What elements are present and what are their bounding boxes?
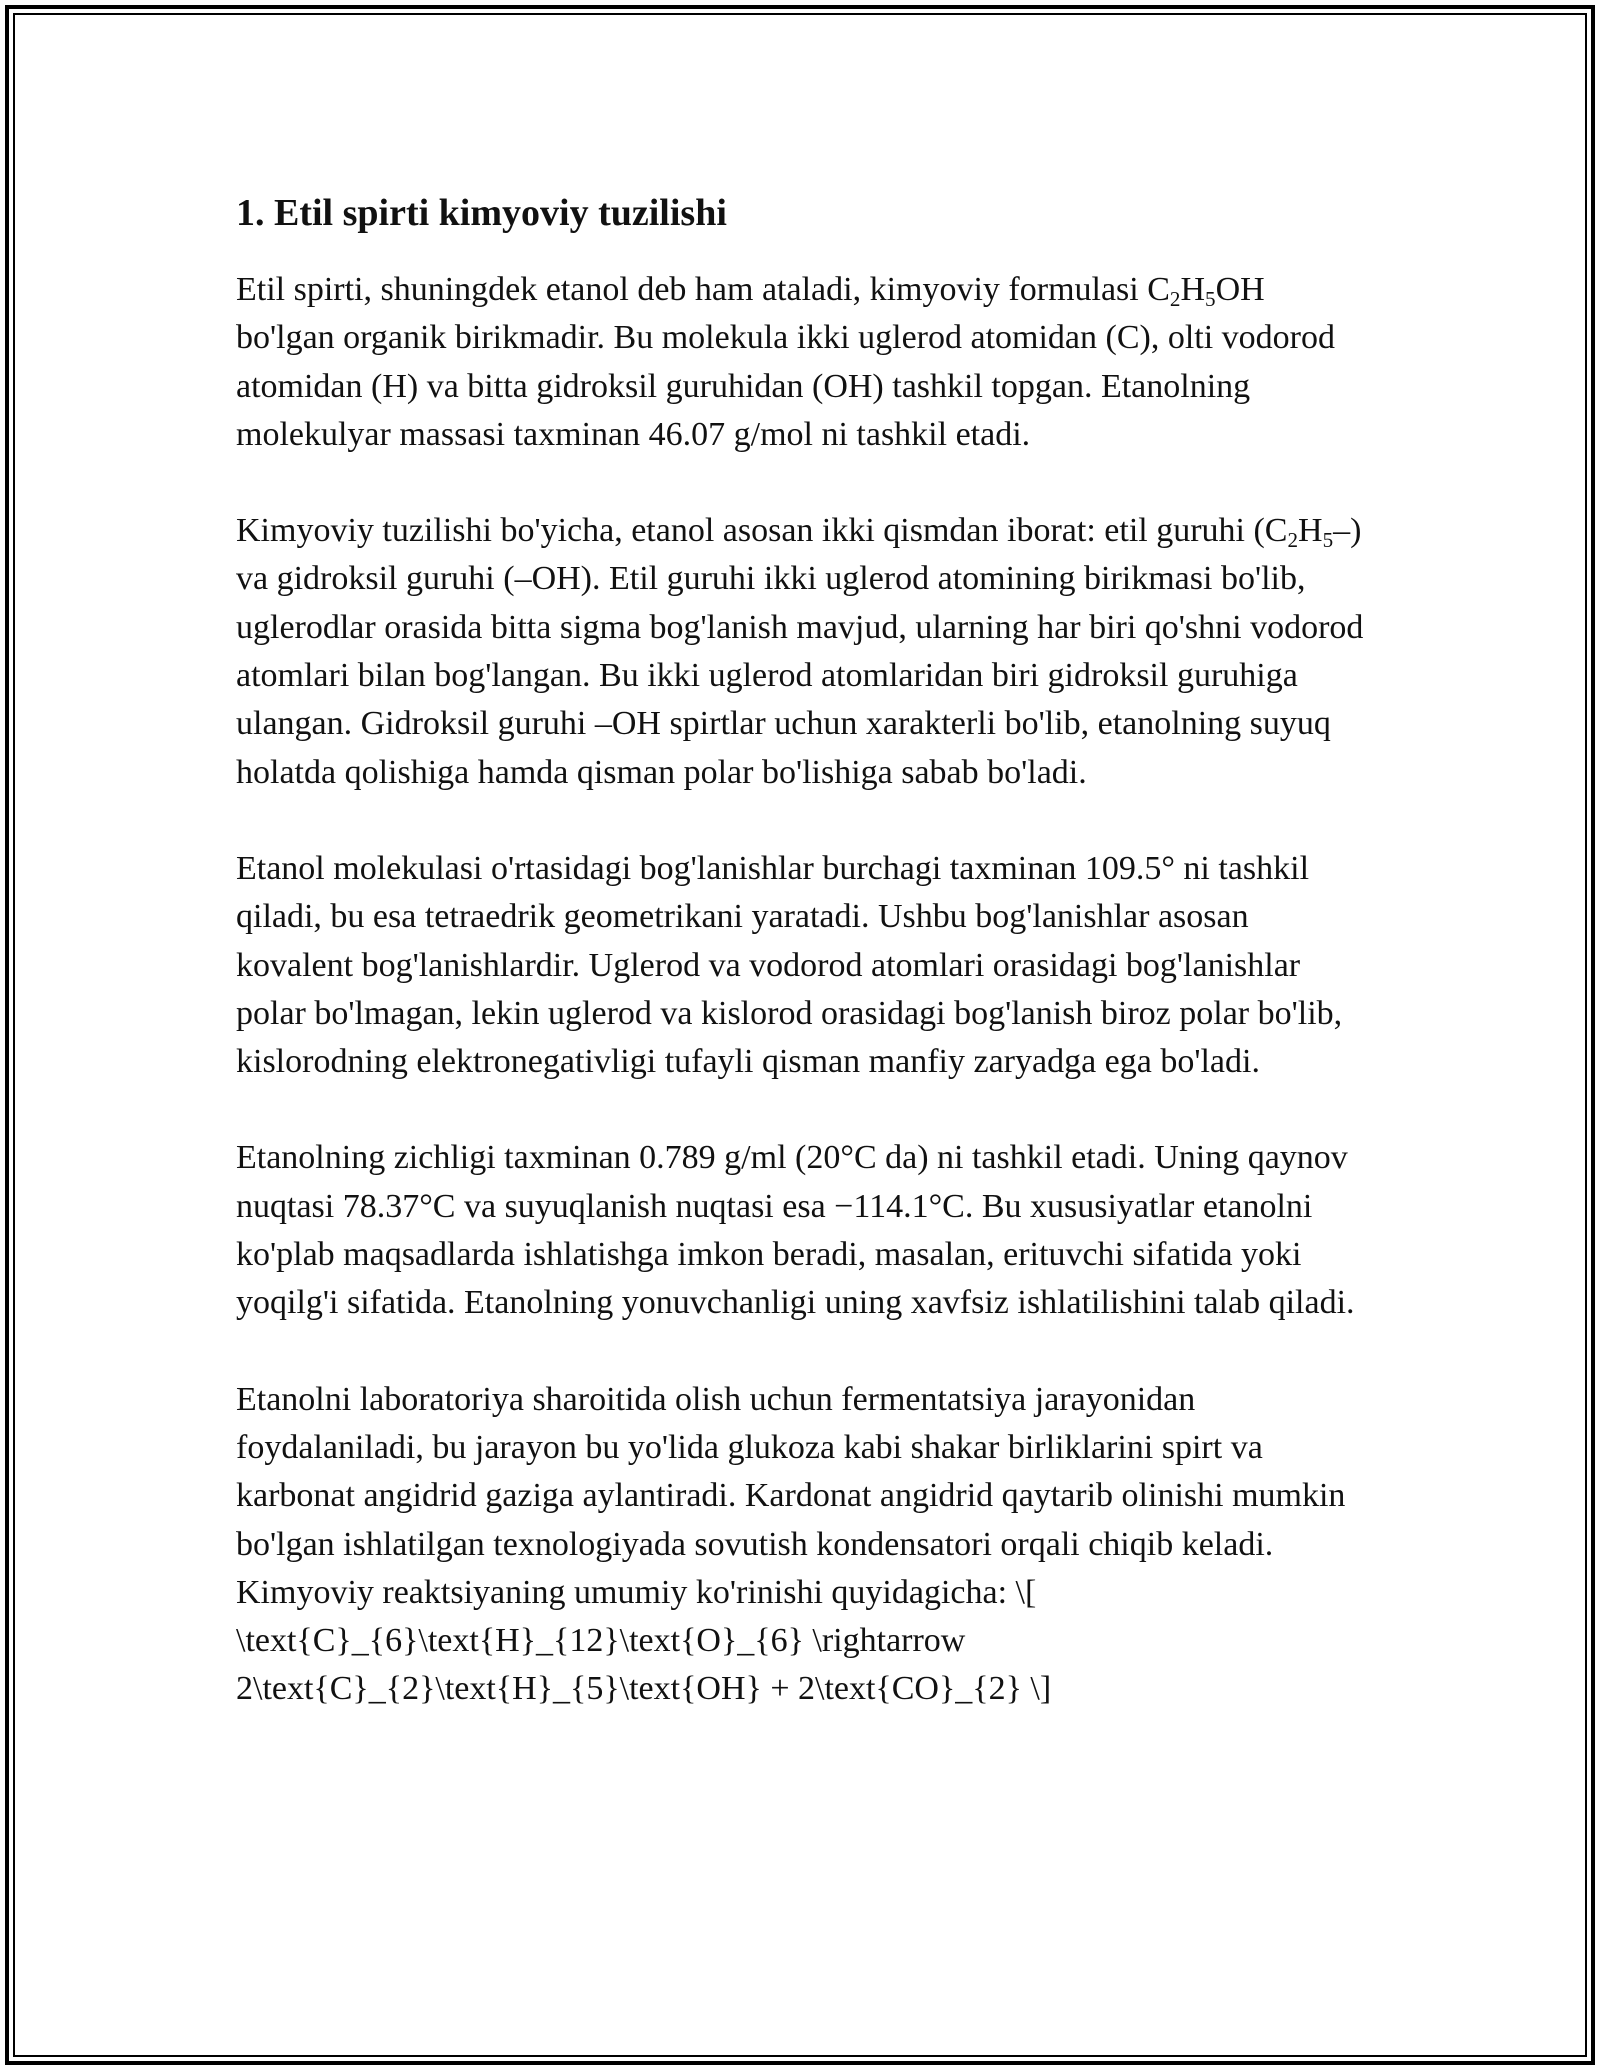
subscript: 2: [1169, 286, 1181, 311]
section-heading: 1. Etil spirti kimyoviy tuzilishi: [236, 192, 727, 234]
paragraph-text: –) va gidroksil guruhi (–OH). Etil guruhi ikki uglerod atomining birikmasi bo'lib, uglerodlar orasida bitta sigma bog'lanish mavjud, ularning har biri qo'shni vodorod atomlari bilan bog'langan. Bu ikki uglerod atomlaridan biri gidroksil guruhiga ulangan. Gidroksil guruhi –OH spirtlar uchun xarakterli bo'lib, etanolning suyuq holatda qolishiga hamda qisman polar bo'lishiga sabab bo'ladi.: [236, 512, 1364, 791]
subscript: 5: [1322, 528, 1334, 553]
paragraph-bonds: Etanol molekulasi o'rtasidagi bog'lanishlar burchagi taxminan 109.5° ni tashkil qiladi, bu esa tetraedrik geometrikani yaratadi. Ushbu bog'lanishlar asosan kovalent bog'lanishlardir. Uglerod va vodorod atomlari orasidagi bog'lanishlar polar bo'lmagan, lekin uglerod va kislorod orasidagi bog'lanish biroz polar bo'lib, kislorodning elektronegativligi tufayli qisman manfiy zaryadga ega bo'ladi.: [236, 849, 1343, 1081]
paragraph-fermentation: Etanolni laboratoriya sharoitida olish uchun fermentatsiya jarayonidan foydalaniladi, bu jarayon bu yo'lida glukoza kabi shakar birliklarini spirt va karbonat angidrid gaziga aylantiradi. Kardonat angidrid qaytarib olinishi mumkin bo'lgan ishlatilgan texnologiyada sovutish kondensatori orqali chiqib keladi. Kimyoviy reaktsiyaning umumiy ko'rinishi quyidagicha: \[ \text{C}_{6}\text{H}_{12}\text{O}_{6} \rightarrow 2\text{C}_{2}\text{H}_{5}\text{OH} + 2\text{CO}_{2} \]: [236, 1380, 1346, 1708]
paragraph-text: Etil spirti, shuningdek etanol deb ham ataladi, kimyoviy formulasi C: [236, 271, 1170, 308]
paragraph-text: H: [1298, 512, 1323, 550]
document-body: [236, 186, 1366, 1762]
paragraph-formula-intro: [236, 266, 1366, 459]
subscript: 2: [1287, 528, 1299, 553]
paragraph-text: Kimyoviy tuzilishi bo'yicha, etanol asosan ikki qismdan iborat: etil guruhi (C: [236, 512, 1288, 550]
paragraph-properties: Etanolning zichligi taxminan 0.789 g/ml (20°C da) ni tashkil etadi. Uning qaynov nuqtasi 78.37°C va suyuqlanish nuqtasi esa −114.1°C. Bu xususiyatlar etanolni ko'plab maqsadlarda ishlatishga imkon beradi, masalan, erituvchi sifatida yoki yoqilg'i sifatida. Etanolning yonuvchanligi uning xavfsiz ishlatilishini talab qiladi.: [236, 1139, 1355, 1322]
paragraph-structure: [236, 507, 1366, 797]
subscript: 5: [1205, 286, 1216, 311]
paragraph-text: OH bo'lgan organik birikmadir. Bu molekula ikki uglerod atomidan (C), olti vodorod atomidan (H) va bitta gidroksil guruhidan (OH) tashkil topgan. Etanolning molekulyar massasi taxminan 46.07 g/mol ni tashkil etadi.: [236, 271, 1336, 453]
paragraph-text: H: [1180, 271, 1206, 308]
